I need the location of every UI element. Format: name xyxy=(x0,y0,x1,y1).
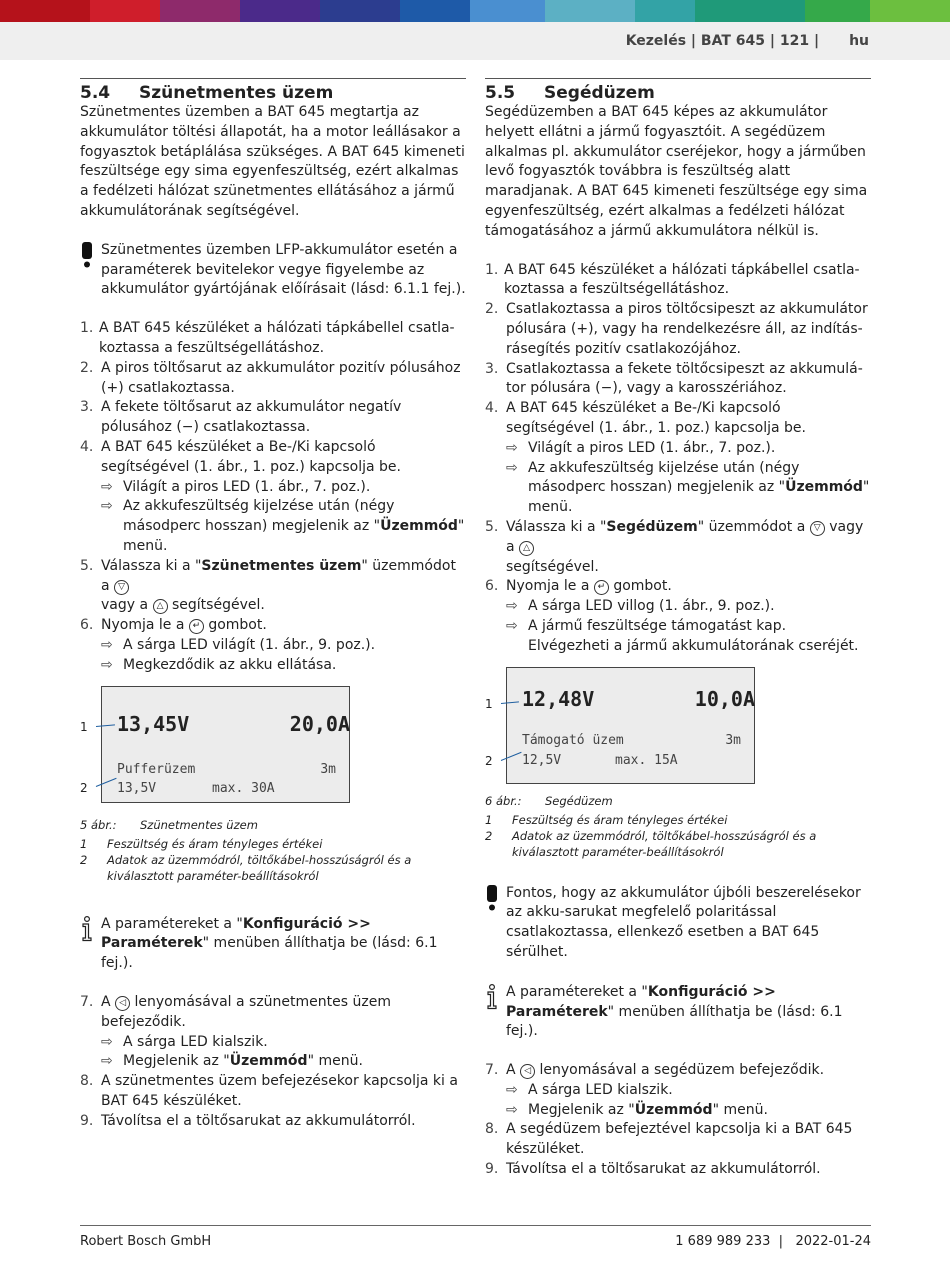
up-button-icon: △ xyxy=(153,599,168,614)
step-text: A szünetmentes üzem befejezésekor kapcsolja ki a BAT 645 készüléket. xyxy=(101,1073,458,1109)
caption-label: 6 ábr.: xyxy=(485,793,522,808)
exclamation-icon xyxy=(485,885,499,918)
result-text: A sárga LED világít (1. ábr., 9. poz.). xyxy=(123,636,376,653)
result-arrow-icon: ⇨ xyxy=(506,1101,518,1118)
caption-item xyxy=(485,828,871,860)
left-column xyxy=(80,78,466,1131)
list-item xyxy=(485,1160,871,1180)
figure-caption xyxy=(80,817,466,833)
list-item xyxy=(80,993,466,1072)
color-stripe xyxy=(545,0,635,22)
document-number: 1 689 989 233 xyxy=(675,1234,771,1249)
result-item xyxy=(506,617,871,657)
caption-label: 5 ábr.: xyxy=(80,817,117,832)
menu-name: Üzemmód xyxy=(380,518,458,535)
result-text: " menü. xyxy=(307,1053,363,1070)
step-text: A xyxy=(506,1062,516,1079)
result-text: " menü. xyxy=(123,518,465,554)
section-heading: Segédüzem xyxy=(544,83,655,103)
step-text: gombot. xyxy=(208,617,267,634)
figure-caption xyxy=(485,793,871,809)
result-text: " menü. xyxy=(712,1101,768,1118)
caption-item xyxy=(80,852,466,884)
result-text: A sárga LED kialszik. xyxy=(528,1081,673,1098)
result-arrow-icon: ⇨ xyxy=(101,1033,113,1050)
result-text: Az akkufeszültség kijelzése után (négy másodperc hosszan) megjelenik az " xyxy=(528,459,800,496)
steps-list xyxy=(485,261,871,657)
step-number: 2. xyxy=(485,301,499,318)
result-arrow-icon: ⇨ xyxy=(506,439,518,456)
caption-item xyxy=(485,812,871,828)
color-stripe xyxy=(160,0,240,22)
callout-1: 1 xyxy=(485,696,493,711)
current-readout: 20,0A xyxy=(289,711,350,736)
intro-paragraph: Szünetmentes üzemben a BAT 645 megtartja az akkumulátor töltési állapotát, ha a motor leállásakor a fogyasztok betáplálása szükséges. A BAT 645 kimeneti feszültsége egy sima egyenfeszültség, ezért alkalmas a fedélzeti hálózat szünetmentes ellátásához a jármű akkumulátorának segítségével. xyxy=(80,104,465,219)
step-text: A fekete töltősarut az akkumulátor negatív pólusához (−) csatlakoztassa. xyxy=(101,399,402,436)
info-note xyxy=(80,915,466,974)
step-text: lenyomásával a szünetmentes üzem befejeződik. xyxy=(101,993,391,1030)
caption-title: Szünetmentes üzem xyxy=(140,817,258,832)
step-number: 5. xyxy=(80,557,94,574)
step-text: A segédüzem befejeztével kapcsolja ki a BAT 645 készüléket. xyxy=(506,1121,853,1158)
list-item xyxy=(80,438,466,557)
info-icon xyxy=(80,916,94,949)
result-text: Megjelenik az " xyxy=(528,1101,635,1118)
caption-text: Adatok az üzemmódról, töltőkábel-hosszúságról és a kiválasztott paraméter-beállításokról xyxy=(512,828,817,859)
result-item xyxy=(506,1101,871,1121)
info-icon xyxy=(485,984,499,1017)
result-item xyxy=(506,597,871,617)
section-title xyxy=(80,82,466,103)
up-button-icon: △ xyxy=(519,541,534,556)
back-button-icon: ◁ xyxy=(115,996,130,1011)
result-arrow-icon: ⇨ xyxy=(506,1081,518,1098)
step-text: A piros töltősarut az akkumulátor pozitív pólusához (+) csatlakoztassa. xyxy=(101,359,461,396)
exclamation-icon xyxy=(80,242,94,275)
lcd-display xyxy=(506,667,755,784)
result-item xyxy=(101,636,466,656)
color-stripe xyxy=(320,0,400,22)
step-number: 4. xyxy=(485,400,499,417)
color-stripe xyxy=(400,0,470,22)
step-text: " üzemmódot a xyxy=(697,518,806,535)
result-text: Világít a piros LED (1. ábr., 7. poz.). xyxy=(528,439,776,456)
document-date: 2022-01-24 xyxy=(795,1234,871,1249)
mode-readout: Támogató üzem xyxy=(522,732,624,748)
step-number: 1. xyxy=(80,320,94,337)
callout-1: 1 xyxy=(80,719,88,734)
result-item xyxy=(101,656,466,676)
step-text: Válassza ki a " xyxy=(506,518,607,535)
step-text: Csatlakoztassa a fekete töltőcsipeszt az akkumulátor pólusára (−), vagy a karosszériához. xyxy=(506,360,863,397)
list-item xyxy=(485,360,871,400)
list-item xyxy=(485,399,871,518)
mode-readout: Pufferüzem xyxy=(117,761,196,777)
caption-text: Adatok az üzemmódról, töltőkábel-hosszúságról és a kiválasztott paraméter-beállításokról xyxy=(107,852,412,883)
step-number: 2. xyxy=(80,359,94,376)
step-number: 8. xyxy=(485,1121,499,1138)
result-item xyxy=(101,1052,466,1072)
list-item xyxy=(485,300,871,359)
result-text: Megjelenik az " xyxy=(123,1053,230,1070)
color-stripe xyxy=(240,0,320,22)
caption-item xyxy=(80,836,466,852)
enter-button-icon: ↵ xyxy=(189,619,204,634)
step-text: gombot. xyxy=(613,578,672,595)
color-stripe xyxy=(805,0,870,22)
section-number: 5.5 xyxy=(485,83,516,103)
step-number: 7. xyxy=(80,993,94,1010)
enter-button-icon: ↵ xyxy=(594,580,609,595)
time-readout: 3m xyxy=(320,761,336,777)
color-stripe xyxy=(470,0,545,22)
result-arrow-icon: ⇨ xyxy=(101,478,113,495)
result-text: A sárga LED villog (1. ábr., 9. poz.). xyxy=(528,598,775,615)
warning-note xyxy=(485,884,871,963)
list-item xyxy=(80,616,466,675)
step-number: 9. xyxy=(80,1112,94,1129)
step-number: 7. xyxy=(485,1062,499,1079)
steps-list-end xyxy=(485,1061,871,1180)
caption-title: Segédüzem xyxy=(545,793,613,808)
header-language: hu xyxy=(849,33,869,49)
result-arrow-icon: ⇨ xyxy=(506,459,518,476)
step-number: 5. xyxy=(485,518,499,535)
result-text: " menü. xyxy=(528,479,870,516)
step-text: Válassza ki a " xyxy=(101,557,202,574)
down-button-icon: ▽ xyxy=(114,580,129,595)
caption-key: 2 xyxy=(80,852,88,867)
result-arrow-icon: ⇨ xyxy=(101,656,113,673)
result-item xyxy=(101,1033,466,1053)
brand-color-bar xyxy=(0,0,950,22)
step-number: 6. xyxy=(80,617,94,634)
step-number: 6. xyxy=(485,578,499,595)
caption-text: Feszültség és áram tényleges értékei xyxy=(512,812,728,827)
result-arrow-icon: ⇨ xyxy=(101,636,113,653)
menu-path: Konfiguráció >> Paraméterek xyxy=(506,983,776,1020)
list-item xyxy=(485,518,871,577)
steps-list-end xyxy=(80,993,466,1132)
step-number: 9. xyxy=(485,1161,499,1178)
step-text: Csatlakoztassa a piros töltőcsipeszt az akkumulátor pólusára (+), vagy ha rendelkezésre áll, az indításrásegítés pozitív csatlakozójához. xyxy=(506,301,868,357)
mode-name: Segédüzem xyxy=(606,518,698,535)
header-breadcrumb: Kezelés | BAT 645 | 121 | xyxy=(625,33,820,49)
list-item xyxy=(80,1112,466,1132)
section-heading: Szünetmentes üzem xyxy=(139,83,334,103)
caption-key: 2 xyxy=(485,828,493,843)
steps-list xyxy=(80,319,466,675)
step-text: A BAT 645 készüléket a Be-/Ki kapcsoló segítségével (1. ábr., 1. poz.) kapcsolja be. xyxy=(506,400,806,436)
down-button-icon: ▽ xyxy=(810,521,825,536)
figure-6 xyxy=(485,667,871,784)
color-stripe xyxy=(0,0,90,22)
header-title xyxy=(626,33,869,49)
set-voltage-readout: 13,5V xyxy=(117,780,157,796)
step-number: 3. xyxy=(80,399,94,416)
result-item xyxy=(506,439,871,459)
step-text: Nyomja le a xyxy=(101,617,185,634)
step-text: segítségével. xyxy=(171,597,265,614)
current-readout: 10,0A xyxy=(694,686,755,711)
step-text: " üzemmódot a xyxy=(101,557,456,594)
result-text: Megkezdődik az akku ellátása. xyxy=(123,656,337,673)
section-rule xyxy=(80,78,466,79)
step-text: A BAT 645 készüléket a Be-/Ki kapcsoló segítségével (1. ábr., 1. poz.) kapcsolja be. xyxy=(101,438,401,475)
mode-name: Szünetmentes üzem xyxy=(201,557,362,574)
warning-text: Szünetmentes üzemben LFP-akkumulátor esetén a paraméterek bevitelekor vegye figyelembe az akkumulátor gyártójának előírásait (lásd: 6.1.1 fej.). xyxy=(101,241,466,298)
voltage-readout: 12,48V xyxy=(522,686,595,711)
step-text: A BAT 645 készüléket a hálózati tápkábellel csatlakoztassa a feszültségellátáshoz. xyxy=(504,261,860,298)
info-text: A paramétereket a " xyxy=(101,915,243,932)
result-item xyxy=(101,478,466,498)
step-text: vagy a xyxy=(101,597,149,614)
result-item xyxy=(506,459,871,518)
step-text: A BAT 645 készüléket a hálózati tápkábellel csatlakoztassa a feszültségellátáshoz. xyxy=(99,320,455,356)
footer-rule xyxy=(80,1225,871,1226)
info-text: " menüben állíthatja be (lásd: 6.1 fej.). xyxy=(506,1003,843,1040)
info-note xyxy=(485,983,871,1042)
max-current-readout: max. 15A xyxy=(615,752,678,768)
result-item xyxy=(101,497,466,556)
list-item xyxy=(80,319,466,359)
caption-key: 1 xyxy=(485,812,493,827)
footer-info: 1 689 989 233 | 2022-01-24 xyxy=(675,1234,871,1249)
set-voltage-readout: 12,5V xyxy=(522,752,562,768)
step-number: 1. xyxy=(485,261,499,278)
info-text: A paramétereket a " xyxy=(506,983,648,1000)
lcd-display xyxy=(101,686,350,803)
max-current-readout: max. 30A xyxy=(212,780,275,796)
color-stripe xyxy=(90,0,160,22)
step-number: 4. xyxy=(80,438,94,455)
list-item xyxy=(485,1061,871,1120)
warning-text: Fontos, hogy az akkumulátor újbóli beszerelésekor az akku-sarukat megfelelő polaritással csatlakoztassa, ellenkező esetben a BAT 645 sérülhet. xyxy=(506,884,861,960)
back-button-icon: ◁ xyxy=(520,1064,535,1079)
caption-legend xyxy=(80,836,466,884)
result-text: Világít a piros LED (1. ábr., 7. poz.). xyxy=(123,478,371,495)
result-text: A jármű feszültsége támogatást kap. Elvégezheti a jármű akkumulátorának cseréjét. xyxy=(528,617,859,654)
step-text: A xyxy=(101,993,111,1010)
callout-2: 2 xyxy=(80,780,88,795)
list-item xyxy=(485,261,871,301)
menu-path: Konfiguráció >> Paraméterek xyxy=(101,915,371,952)
figure-5 xyxy=(80,686,466,803)
step-number: 3. xyxy=(485,360,499,377)
step-text: vagy a xyxy=(506,518,864,555)
caption-key: 1 xyxy=(80,836,88,851)
intro-paragraph: Segédüzemben a BAT 645 képes az akkumulátor helyett ellátni a jármű fogyasztóit. A segédüzem alkalmas pl. akkumulátor cseréjekor, hogy a járműben levő fogyasztók továbbra is feszültség alatt maradjanak. A BAT 645 kimeneti feszültsége egy sima egyenfeszültség, ezért alkalmas a fedélzeti hálózat támogatásához a jármű akkumulátora nélkül is. xyxy=(485,104,868,239)
result-arrow-icon: ⇨ xyxy=(506,598,518,615)
callout-2: 2 xyxy=(485,753,493,768)
warning-note xyxy=(80,241,466,300)
result-arrow-icon: ⇨ xyxy=(101,1053,113,1070)
result-arrow-icon: ⇨ xyxy=(506,617,518,634)
footer-company: Robert Bosch GmbH xyxy=(80,1234,212,1249)
list-item xyxy=(80,1072,466,1112)
page-header xyxy=(0,22,950,60)
step-text: lenyomásával a segédüzem befejeződik. xyxy=(539,1062,825,1079)
step-number: 8. xyxy=(80,1073,94,1090)
caption-text: Feszültség és áram tényleges értékei xyxy=(107,836,323,851)
step-text: Nyomja le a xyxy=(506,578,590,595)
color-stripe xyxy=(870,0,950,22)
menu-name: Üzemmód xyxy=(634,1101,713,1118)
section-title xyxy=(485,82,871,103)
voltage-readout: 13,45V xyxy=(117,711,190,736)
step-text: Távolítsa el a töltősarukat az akkumulátorról. xyxy=(101,1112,416,1129)
result-item xyxy=(506,1081,871,1101)
list-item xyxy=(485,1120,871,1160)
time-readout: 3m xyxy=(725,732,741,748)
menu-name: Üzemmód xyxy=(229,1053,308,1070)
list-item xyxy=(485,577,871,656)
color-stripe xyxy=(695,0,805,22)
step-text: Távolítsa el a töltősarukat az akkumulátorról. xyxy=(506,1161,821,1178)
caption-legend xyxy=(485,812,871,860)
list-item xyxy=(80,398,466,438)
right-column xyxy=(485,78,871,1180)
step-text: segítségével. xyxy=(506,558,599,575)
result-text: A sárga LED kialszik. xyxy=(123,1033,268,1050)
menu-name: Üzemmód xyxy=(785,479,863,496)
color-stripe xyxy=(635,0,695,22)
list-item xyxy=(80,557,466,616)
section-number: 5.4 xyxy=(80,83,111,103)
result-text: Az akkufeszültség kijelzése után (négy másodperc hosszan) megjelenik az " xyxy=(123,498,395,535)
result-arrow-icon: ⇨ xyxy=(101,498,113,515)
list-item xyxy=(80,359,466,399)
section-rule xyxy=(485,78,871,79)
info-text: " menüben állíthatja be (lásd: 6.1 fej.). xyxy=(101,935,438,972)
